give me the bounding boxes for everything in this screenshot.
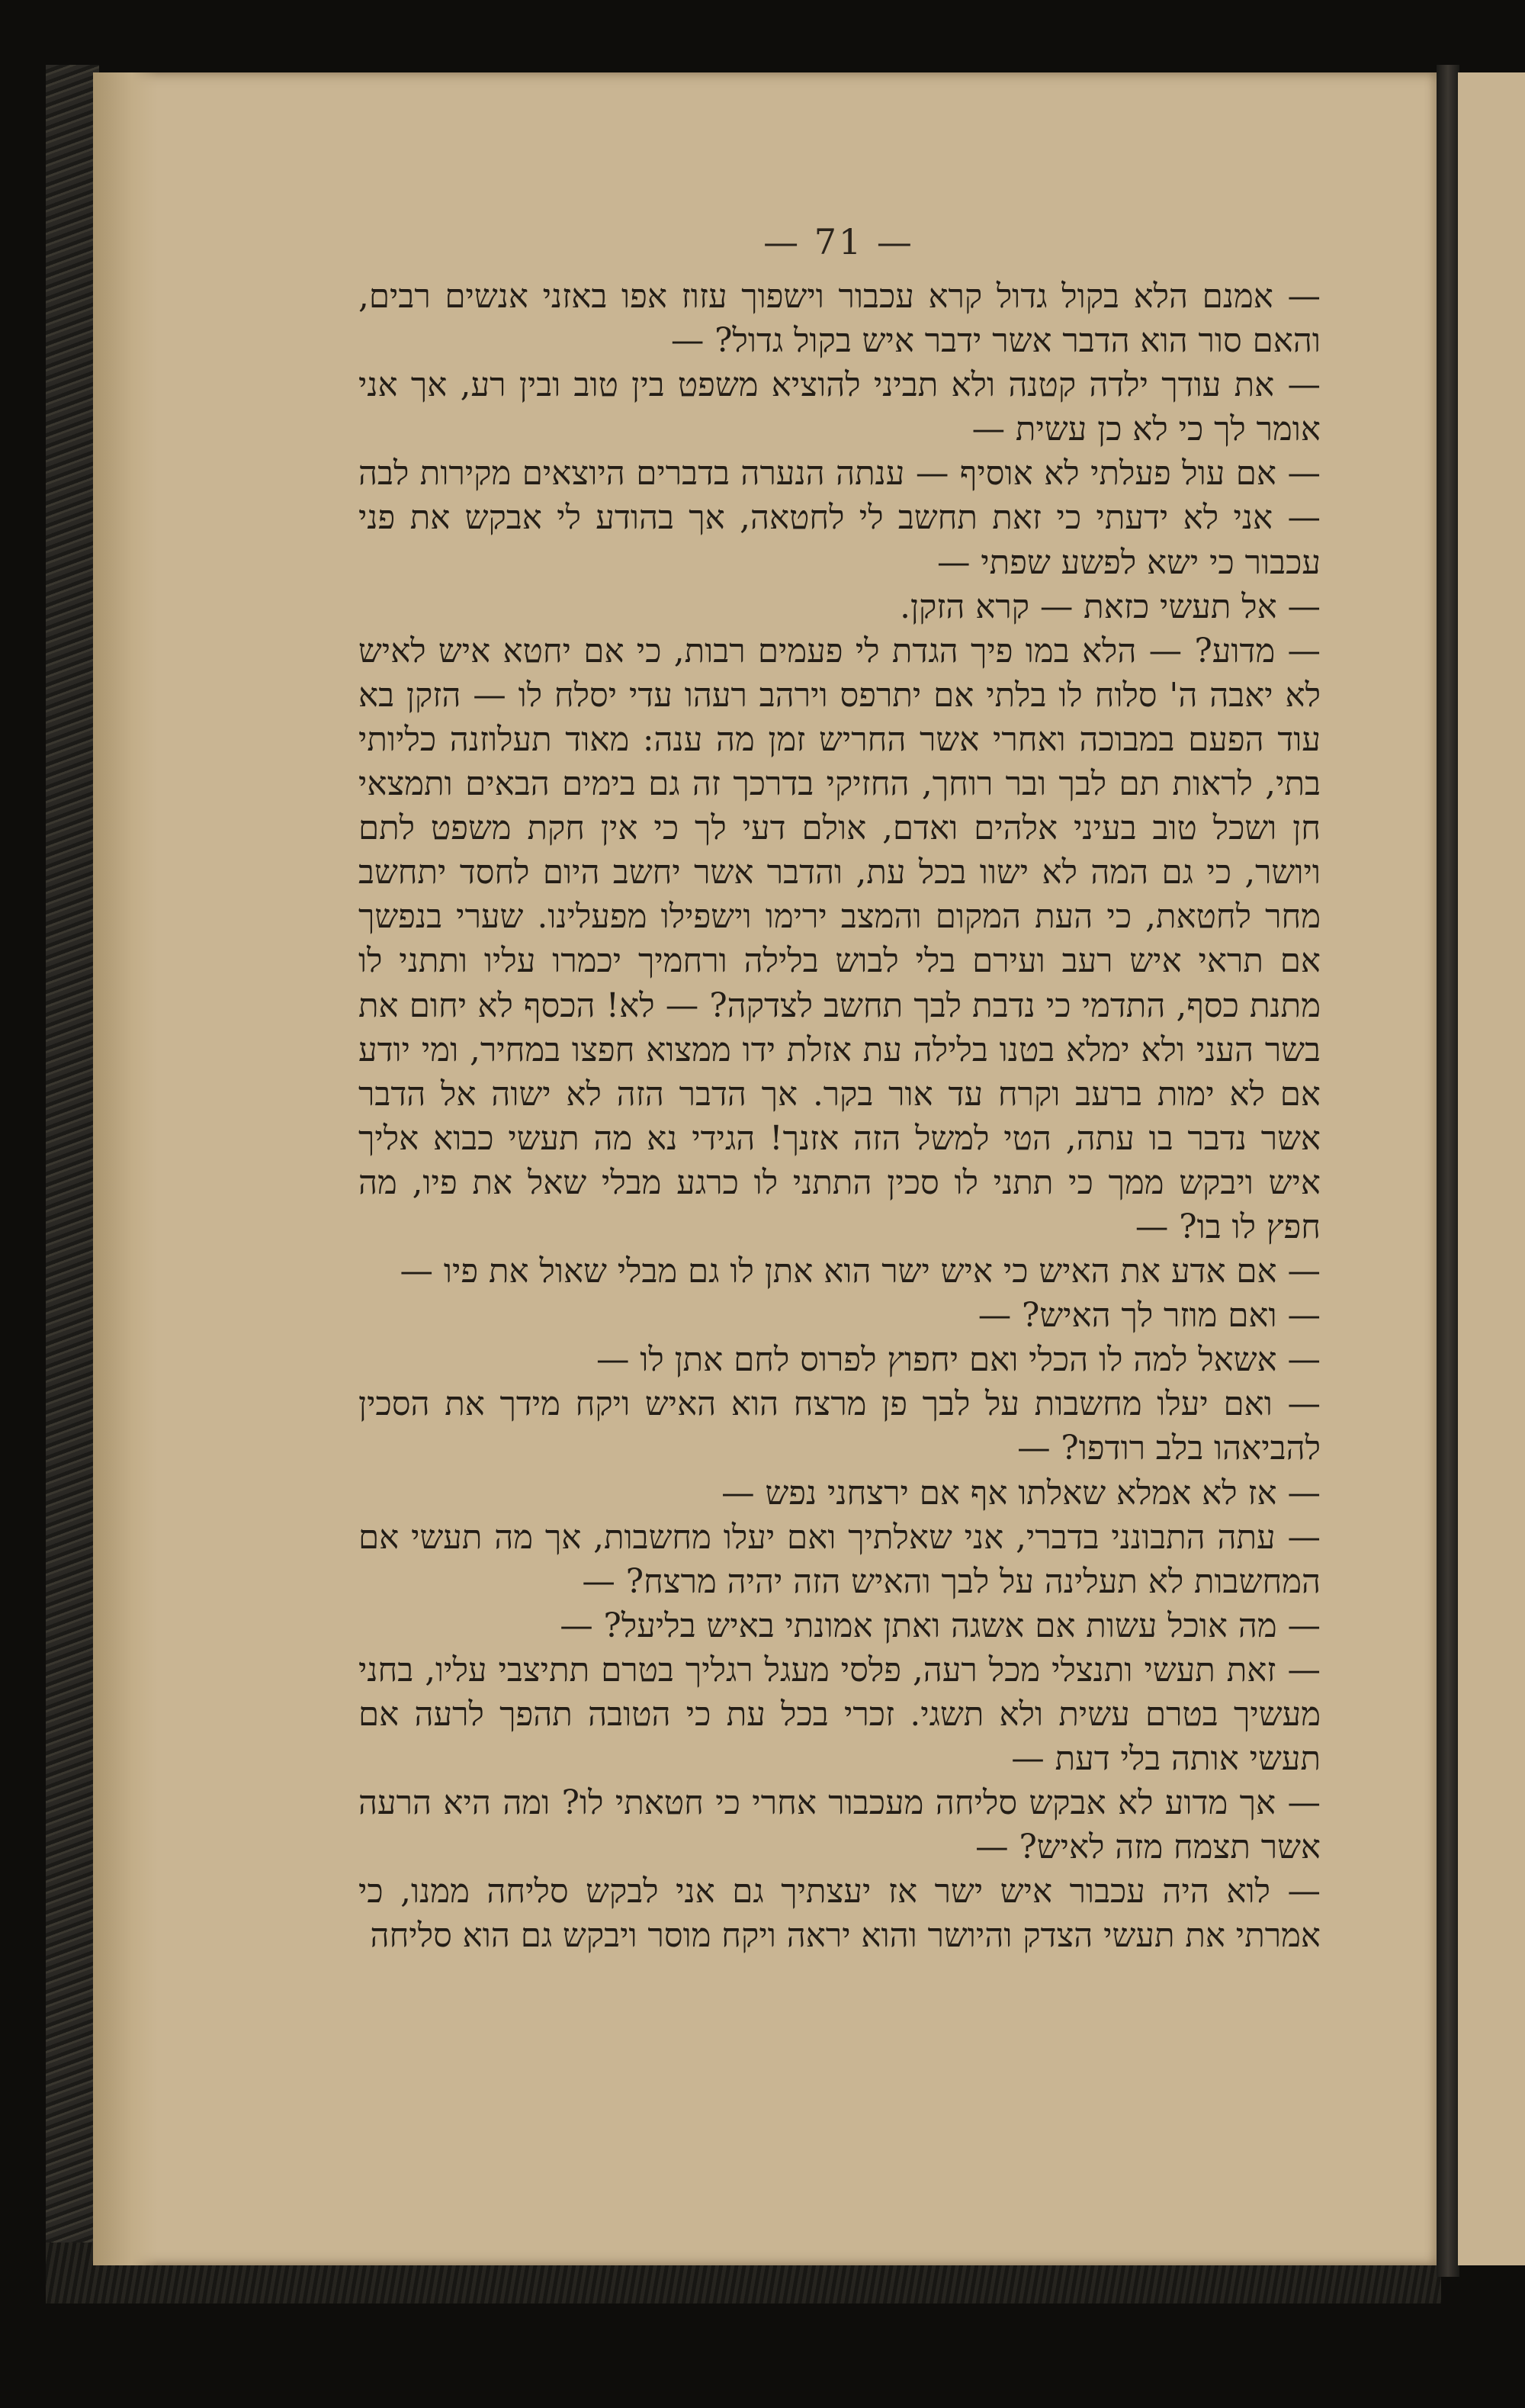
paragraph: — עתה התבונני בדברי, אני שאלתיך ואם יעלו מחשבות, אך מה תעשי אם המחשבות לא תעלינה על לבך והאיש הזה יהיה מרצח? — [358,1518,1321,1601]
page-number: — 71 — [763,221,914,262]
book-cover-edge [46,65,99,2292]
paragraph: — לוא היה עכבור איש ישר אז יעצתיך גם אני לבקש סליחה ממנו, כי אמרתי את תעשי הצדק והיושר והוא יראה ויקח מוסר ויבקש גם הוא סליחה [358,1873,1321,1956]
paragraph: — אמנם הלא בקול גדול קרא עכבור וישפוך עזוז אפו באזני אנשים רבים, והאם סור הוא הדבר אשר ידבר איש בקול גדול? — [358,278,1321,361]
paragraph: — אך מדוע לא אבקש סליחה מעכבור אחרי כי חטאתי לו? ומה היא הרעה אשר תצמח מזה לאיש? — [358,1784,1321,1867]
paragraph: — אשאל למה לו הכלי ואם יחפוץ לפרוס לחם אתן לו — [596,1341,1321,1380]
paragraph: — אם אדע את האיש כי איש ישר הוא אתן לו גם מבלי שאול את פיו — [400,1252,1321,1291]
paragraph: — אם עול פעלתי לא אוסיף — ענתה הנערה בדברים היוצאים מקירות לבה — אני לא ידעתי כי זאת תחשב לי לחטאה, אך בהודע לי אבקש את פני עכבור כי ישא לפשע שפתי — [358,455,1321,582]
paragraph: — ואם מוזר לך האיש? — [978,1297,1321,1336]
paragraph: — אל תעשי כזאת — קרא הזקן. [900,587,1321,626]
paragraph: — מה אוכל עשות אם אשגה ואתן אמונתי באיש בליעל? — [560,1606,1321,1645]
book-gutter [1437,65,1459,2277]
paragraph: — ואם יעלו מחשבות על לבך פן מרצח הוא האיש ויקח מידך את הסכין להביאהו בלב רודפו? — [358,1385,1321,1468]
page-text [358,275,1321,1959]
paragraph: — מדוע? — הלא במו פיך הגדת לי פעמים רבות, כי אם יחטא איש לאיש לא יאבה ה' סלוח לו בלתי אם יתרפס וירהב רעהו עדי יסלח לו — הזקן בא עוד הפעם במבוכה ואחרי אשר החריש זמן מה ענה: מאוד תעלוזנה כליותי בתי, לראות תם לבך ובר רוחך, החזיקי בדרכך זה גם בימים הבאים ותמצאי חן ושכל טוב בעיני אלהים ואדם, אולם דעי לך כי אין חקת משפט לתם ויושר, כי גם המה לא ישוו בכל עת, והדבר אשר יחשב היום לחסד יתחשב מחר לחטאת, כי העת המקום והמצב ירימו וישפילו מפעלינו. שערי בנפשך אם תראי איש רעב ועירם בלי לבוש בלילה ורחמיך יכמרו עליו ותתני לו מתנת כסף, התדמי כי נדבת לבך תחשב לצדקה? — לא! הכסף לא יחום את בשר העני ולא ימלא בטנו בלילה עת אזלת ידו ממצוא חפצו במחיר, ומי יודע אם לא ימות ברעב וקרח עד אור בקר. אך הדבר הזה לא ישוה אל הדבר אשר נדבר בו עתה, הטי למשל הזה אזנך! הגידי נא מה תעשי כבוא אליך איש ויבקש ממך כי תתני לו סכין התתני לו כרגע מבלי שאל את פיו, מה חפץ לו בו? — [358,632,1321,1246]
paragraph: — זאת תעשי ותנצלי מכל רעה, פלסי מעגל רגליך בטרם תתיצבי עליו, בחני מעשיך בטרם עשית ולא תשגי. זכרי בכל עת כי הטובה תהפך לרעה אם תעשי אותה בלי דעת — [358,1651,1321,1779]
paragraph: — את עודך ילדה קטנה ולא תביני להוציא משפט בין טוב ובין רע, אך אני אומר לך כי לא כן עשית — [358,366,1321,449]
facing-page-edge [1458,72,1525,2265]
paragraph: — אז לא אמלא שאלתו אף אם ירצחני נפש — [721,1474,1321,1513]
